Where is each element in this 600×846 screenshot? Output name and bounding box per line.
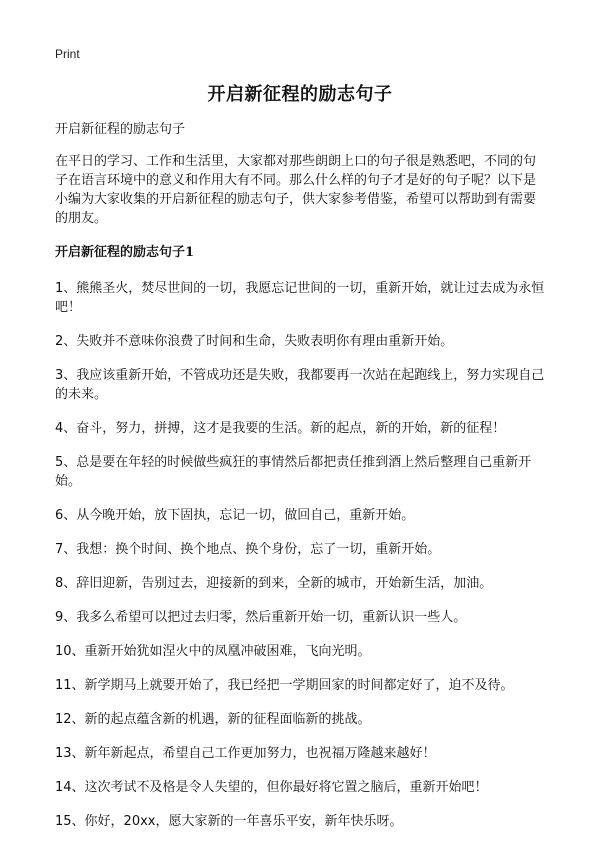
page-title: 开启新征程的励志句子 (207, 84, 393, 105)
list-item: 2、失败并不意味你浪费了时间和生命，失败表明你有理由重新开始。 (55, 334, 454, 349)
list-item: 10、重新开始犹如涅火中的凤凰冲破困难，飞向光明。 (55, 644, 371, 659)
section-heading: 开启新征程的励志句子1 (55, 245, 195, 260)
article-subtitle: 开启新征程的励志句子 (55, 122, 186, 137)
list-item: 1、熊熊圣火，焚尽世间的一切，我愿忘记世间的一切，重新开始，就让过去成为永恒吧！ (55, 281, 545, 315)
list-item: 5、总是要在年轻的时候做些疯狂的事情然后都把责任推到酒上然后整理自己重新开始。 (55, 455, 532, 489)
list-item: 3、我应该重新开始，不管成功还是失败，我都要再一次站在起跑线上，努力实现自己的未来。 (55, 368, 545, 402)
intro-paragraph: 在平日的学习、工作和生活里，大家都对那些朗朗上口的句子很是熟悉吧，不同的句子在语言环境中的意义和作用大有不同。那么什么样的句子才是好的句子呢？以下是小编为大家收集的开启新征程的励志句子，供大家参考借鉴，希望可以帮助到有需要的朋友。 (55, 154, 537, 226)
list-item: 6、从今晚开始，放下固执，忘记一切，做回自己，重新开始。 (55, 508, 415, 523)
list-item: 7、我想：换个时间、换个地点、换个身份，忘了一切，重新开始。 (55, 542, 441, 557)
list-item: 13、新年新起点，希望自己工作更加努力，也祝福万隆越来越好！ (55, 746, 436, 761)
list-item: 14、这次考试不及格是令人失望的，但你最好将它置之脑后，重新开始吧！ (55, 780, 488, 795)
list-item: 15、你好，20xx，愿大家新的一年喜乐平安，新年快乐呀。 (55, 814, 403, 829)
list-item: 9、我多么希望可以把过去归零，然后重新开始一切，重新认识一些人。 (55, 610, 467, 625)
list-item: 11、新学期马上就要开始了，我已经把一学期回家的时间都定好了，迫不及待。 (55, 678, 514, 693)
article-body (55, 120, 547, 846)
list-item: 4、奋斗，努力，拼搏，这才是我要的生活。新的起点，新的开始，新的征程！ (55, 421, 506, 436)
list-item: 12、新的起点蕴含新的机遇，新的征程面临新的挑战。 (55, 712, 371, 727)
list-item: 8、辞旧迎新，告别过去，迎接新的到来，全新的城市，开始新生活，加油。 (55, 576, 493, 591)
print-link[interactable]: Print (55, 47, 80, 61)
